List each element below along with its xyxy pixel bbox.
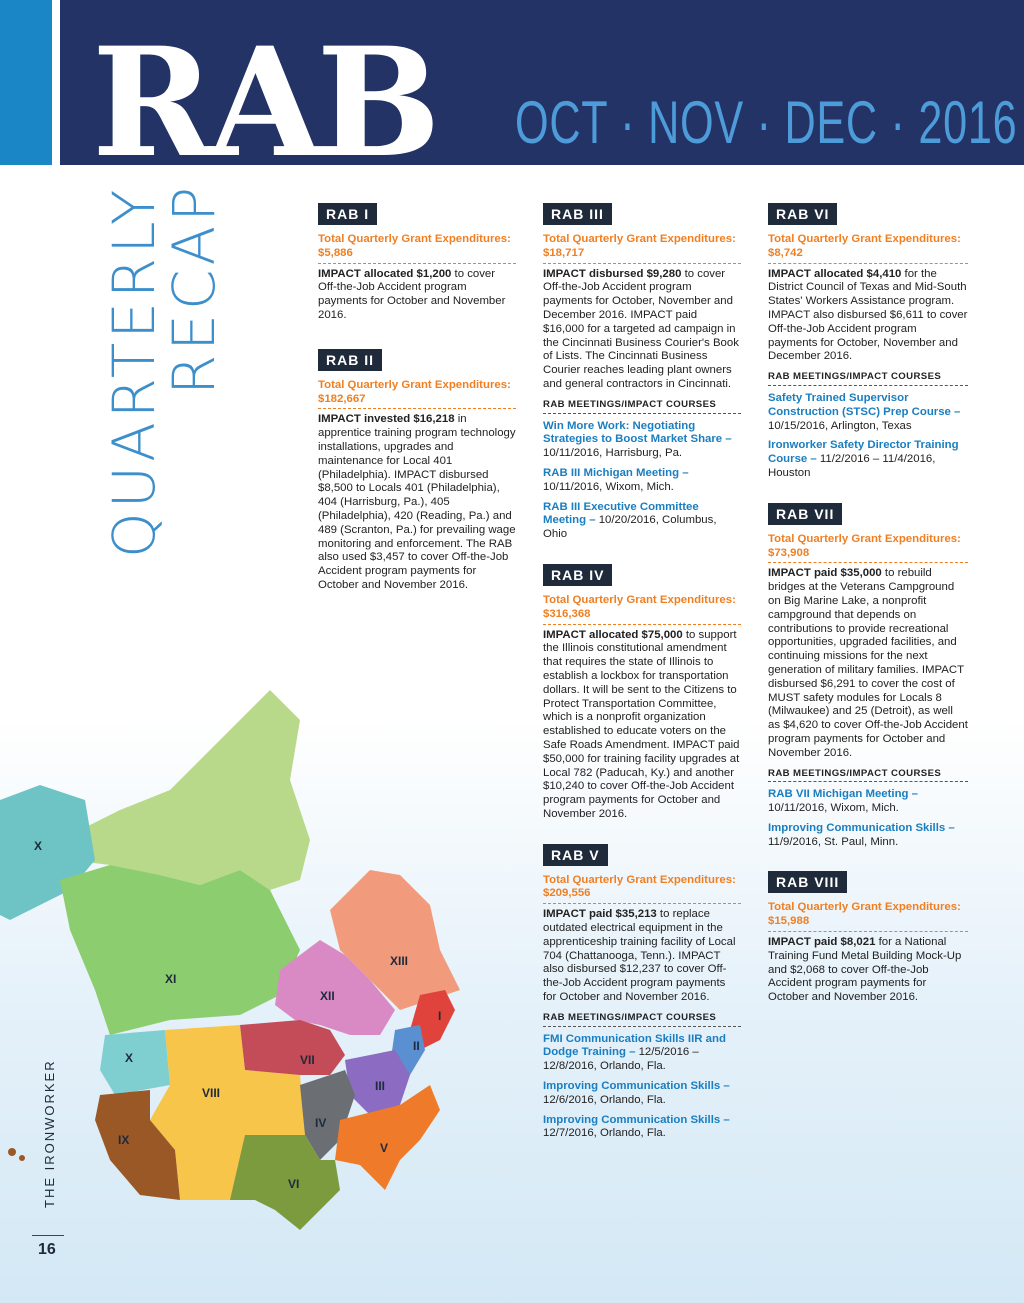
meeting-item: RAB VII Michigan Meeting – 10/11/2016, Wixom, Mich. [768, 788, 918, 815]
section-body: IMPACT paid $8,021 for a National Training Fund Metal Building Mock-Up and $2,068 to cover Off-the-Job Accident program payments for October and November 2016. [768, 936, 962, 1004]
map-label: V [380, 1141, 389, 1155]
section-rab-1 [318, 203, 516, 323]
section-rab-8 [768, 871, 968, 1005]
map-label: II [413, 1039, 420, 1053]
header-accent-bar [0, 0, 52, 165]
rab-tag: RAB III [543, 203, 612, 225]
header-dates: OCT · NOV · DEC · 2016 [515, 89, 1018, 156]
map-label: X [125, 1051, 134, 1065]
map-label: IX [118, 1133, 130, 1147]
grant-total: Total Quarterly Grant Expenditures: $8,742 [768, 233, 968, 264]
rab-tag: RAB IV [543, 564, 612, 586]
regions-map [0, 690, 470, 1230]
map-label: VII [300, 1053, 315, 1067]
grant-total: Total Quarterly Grant Expenditures: $5,886 [318, 233, 516, 264]
column-3 [768, 203, 968, 1023]
meeting-item: Improving Communication Skills – 11/9/2016, St. Paul, Minn. [768, 821, 955, 848]
grant-total: Total Quarterly Grant Expenditures: $316,368 [543, 594, 741, 625]
meetings-header: RAB MEETINGS/IMPACT COURSES [768, 767, 968, 783]
map-label: VIII [202, 1086, 221, 1100]
meetings-header: RAB MEETINGS/IMPACT COURSES [543, 398, 741, 414]
map-label: XI [165, 972, 177, 986]
section-rab-4 [543, 564, 741, 822]
rab-tag: RAB V [543, 844, 608, 866]
meeting-item: Ironworker Safety Director Training Course – 11/2/2016 – 11/4/2016, Houston [768, 439, 959, 479]
rab-tag: RAB I [318, 203, 377, 225]
rab-tag: RAB VI [768, 203, 837, 225]
side-title-quarterly: QUARTERLY [100, 185, 168, 558]
meeting-item: RAB III Michigan Meeting – 10/11/2016, Wixom, Mich. [543, 466, 689, 493]
grant-total: Total Quarterly Grant Expenditures: $15,988 [768, 901, 968, 932]
map-label: III [375, 1079, 386, 1093]
rab-tag: RAB VIII [768, 871, 847, 893]
grant-total: Total Quarterly Grant Expenditures: $18,717 [543, 233, 741, 264]
section-body: IMPACT allocated $1,200 to cover Off-the-Job Accident program payments for October and November 2016. [318, 267, 506, 321]
side-title-recap: RECAP [160, 182, 228, 395]
map-label: X [34, 839, 43, 853]
section-rab-2 [318, 349, 516, 593]
section-rab-3 [543, 203, 741, 542]
page-number: 16 [38, 1241, 56, 1258]
section-rab-7 [768, 503, 968, 850]
meeting-item: Safety Trained Supervisor Construction (STSC) Prep Course – 10/15/2016, Arlington, Texas [768, 391, 961, 432]
map-hawaii [8, 1148, 16, 1156]
map-label: VI [288, 1177, 300, 1191]
section-body: IMPACT paid $35,213 to replace outdated electrical equipment in the apprenticeship training facility of Local 704 (Chattanooga, Tenn.). IMPACT also disbursed $12,237 to cover Off-the-Job Accident program payments for October and November 2016. [543, 908, 736, 1004]
rab-tag: RAB II [318, 349, 382, 371]
map-hawaii-island [19, 1155, 25, 1161]
map-label: XIII [390, 954, 409, 968]
map-label: IV [315, 1116, 327, 1130]
section-body: IMPACT disbursed $9,280 to cover Off-the-Job Accident program payments for October, November and December 2016. IMPACT paid $16,000 for a targeted ad campaign in the Cincinnati Business Courier's Book of Lists. The Cincinnati Business Courier reaches leading plant owners and general contractors in Cincinnati. [543, 267, 739, 390]
meeting-item: Win More Work: Negotiating Strategies to Boost Market Share – 10/11/2016, Harrisburg, Pa. [543, 419, 732, 460]
meetings-header: RAB MEETINGS/IMPACT COURSES [768, 370, 968, 386]
meeting-item: Improving Communication Skills – 12/7/2016, Orlando, Fla. [543, 1113, 730, 1140]
section-body: IMPACT paid $35,000 to rebuild bridges at the Veterans Campground on Big Marine Lake, a nonprofit campground that depends on contributions to provide recreational opportunities, upgraded facilities, and continuing missions for the next generation of military families. IMPACT disbursed $6,291 to cover the cost of MUST safety modules for Locals 8 (Milwaukee) and 25 (Detroit), as well as $4,620 to cover Off-the-Job Accident program payments for October and November 2016. [768, 567, 968, 759]
section-body: IMPACT invested $16,218 in apprentice training program technology installations, upgrades and maintenance for Local 401 (Philadelphia). IMPACT disbursed $8,500 to Locals 401 (Philadelphia), 404 (Harrisburg, Pa.), 405 (Philadelphia), 420 (Reading, Pa.) and 489 (Scranton, Pa.) for prevailing wage monitoring and enforcement. The RAB also used $3,457 to cover Off-the-Job Accident program payments for October and November 2016. [318, 413, 516, 591]
grant-total: Total Quarterly Grant Expenditures: $209,556 [543, 874, 741, 905]
rab-tag: RAB VII [768, 503, 842, 525]
section-body: IMPACT allocated $75,000 to support the Illinois constitutional amendment that requires the state of Illinois to establish a lockbox for transportation dollars. It will be sent to the Citizens to Protect Transportation Committee, which is a nonprofit organization established to educate voters on the Safe Roads Amendment. IMPACT paid $50,000 for training facility upgrades at Local 782 (Paducah, Ky.) and another $10,240 to cover Off-the-Job Accident program payments for October and November 2016. [543, 628, 740, 820]
map-region-x-pnw [100, 1030, 170, 1095]
grant-total: Total Quarterly Grant Expenditures: $73,908 [768, 533, 968, 564]
publication-name: THE IRONWORKER [42, 1059, 57, 1208]
column-1 [318, 203, 516, 611]
map-label: I [438, 1009, 442, 1023]
map-region-vii [240, 1020, 345, 1075]
grant-total: Total Quarterly Grant Expenditures: $182,667 [318, 379, 516, 410]
section-rab-6 [768, 203, 968, 481]
meetings-header: RAB MEETINGS/IMPACT COURSES [543, 1011, 741, 1027]
column-2 [543, 203, 741, 1159]
meeting-item: Improving Communication Skills – 12/6/2016, Orlando, Fla. [543, 1080, 730, 1106]
section-rab-5 [543, 844, 741, 1142]
meeting-item: RAB III Executive Committee Meeting – 10/20/2016, Columbus, Ohio [543, 500, 717, 541]
map-region-xi [60, 865, 300, 1035]
map-region-arctic [60, 690, 310, 890]
rab-logo: RAB [92, 15, 435, 191]
footer-rule [32, 1235, 64, 1236]
section-body: IMPACT allocated $4,410 for the District Council of Texas and Mid-South States' Workers Assistance program. IMPACT also disbursed $6,611 to cover Off-the-Job Accident program payments for October, November and December 2016. [768, 267, 968, 363]
header-divider [52, 0, 60, 165]
meeting-item: FMI Communication Skills IIR and Dodge Training – 12/5/2016 – 12/8/2016, Orlando, Fla. [543, 1032, 726, 1073]
map-label: XII [320, 989, 335, 1003]
